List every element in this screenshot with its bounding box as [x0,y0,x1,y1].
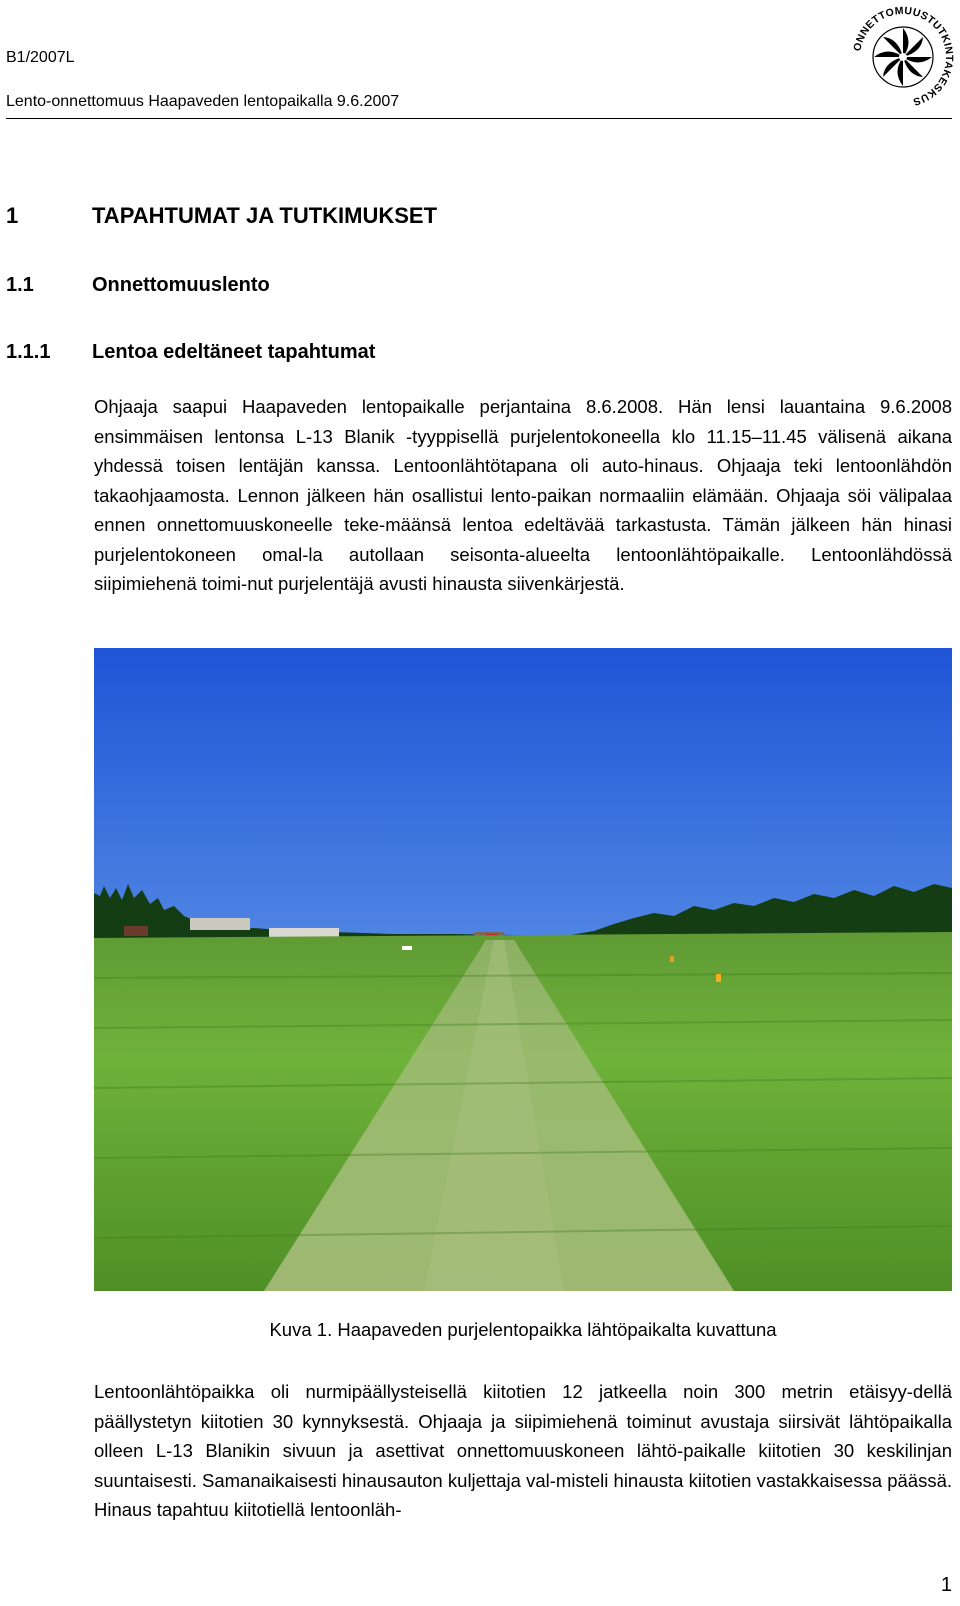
section-heading-1-1-1 [6,339,375,365]
section-title: Onnettomuuslento [92,274,270,296]
document-code: B1/2007L [6,49,75,66]
airfield-photo [94,648,952,1291]
section-number: 1.1 [6,274,34,296]
agency-seal-logo [848,2,958,112]
figure-caption: Kuva 1. Haapaveden purjelentopaikka lähtöpaikalta kuvattuna [269,1319,777,1340]
section-title: Lentoa edeltäneet tapahtumat [92,341,376,363]
document-subtitle: Lento-onnettomuus Haapaveden lentopaikalla 9.6.2007 [6,93,400,110]
section-number: 1.1.1 [6,341,51,363]
body-paragraph: Lentoonlähtöpaikka oli nurmipäällysteisellä kiitotien 12 jatkeella noin 300 metrin etäisyy-dellä päällystetyn kiitotien 30 kynnyksestä. Ohjaaja ja siipimiehenä toiminut avustaja siirsivät lähtöpaikalla olleen L-13 Blanikin sivuun ja asettivat onnettomuuskoneen lähtö-paikalle kiitotien 30 keskilinjan suuntaisesti. Samanaikaisesti hinausauton kuljettaja val-misteli hinausta kiitotien vastakkaisessa päässä. Hinaus tapahtuu kiitotiellä lentoonläh- [94,1381,952,1520]
section-title: TAPAHTUMAT JA TUTKIMUKSET [92,203,438,228]
body-paragraph: Ohjaaja saapui Haapaveden lentopaikalle perjantaina 8.6.2008. Hän lensi lauantaina 9.6.2008 ensimmäisen lentonsa L-13 Blanik -tyyppisellä purjelentokoneella klo 11.15–11.45 välisenä aikana yhdessä toisen lentäjän kanssa. Lentoonlähtötapana oli auto-hinaus. Ohjaaja teki lentoonlähdön takaohjaamosta. Lennon jälkeen hän osallistui lento-paikan normaaliin elämään. Ohjaaja söi välipalaa ennen onnettomuuskoneelle teke-määnsä lentoa edeltävää tarkastusta. Tämän jälkeen hän hinasi purjelentokoneen omal-la autollaan seisonta-alueelta lentoonlähtöpaikalle. Lentoonlähdössä siipimiehenä toimi-nut purjelentäjä avusti hinausta siivenkärjestä. [94,396,952,594]
seal-text: ONNETTOMUUSTUTKINTAKESKUS [851,4,956,108]
page-number: 1 [940,1574,952,1596]
header-rule [6,118,952,119]
section-heading-1-1 [6,272,270,298]
section-heading-1 [6,203,437,229]
section-number: 1 [6,203,19,228]
